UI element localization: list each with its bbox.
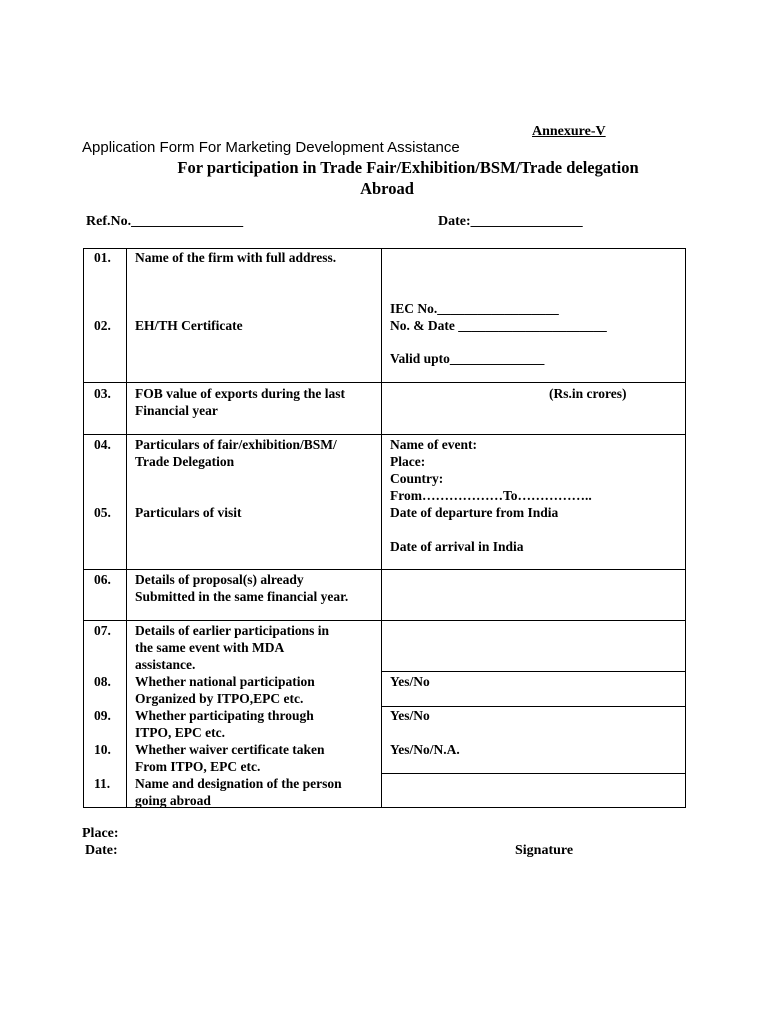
person-going-abroad-input[interactable] [382, 775, 684, 806]
row-divider [381, 671, 686, 672]
row-label: Whether participating through [135, 708, 314, 723]
row-label: Financial year [135, 403, 218, 418]
row-divider [83, 382, 686, 383]
row-label: the same event with MDA [135, 640, 285, 655]
arrival-date-field[interactable]: Date of arrival in India [390, 539, 524, 554]
iec-no-field[interactable]: IEC No.__________________ [390, 301, 559, 316]
date-field[interactable]: Date:________________ [438, 214, 583, 229]
table-border-right [685, 248, 686, 808]
event-country-field[interactable]: Country: [390, 471, 444, 486]
row-label: Organized by ITPO,EPC etc. [135, 691, 304, 706]
row-number: 11. [94, 776, 111, 791]
departure-date-field[interactable]: Date of departure from India [390, 505, 559, 520]
row-divider [381, 773, 686, 774]
table-border-left [83, 248, 84, 808]
earlier-participation-input[interactable] [382, 622, 684, 670]
row-label: Trade Delegation [135, 454, 235, 469]
row-label: Details of earlier participations in [135, 623, 329, 638]
annexure-label: Annexure-V [532, 124, 606, 139]
row-label: assistance. [135, 657, 196, 672]
row-label: Whether national participation [135, 674, 315, 689]
waiver-certificate-choice[interactable]: Yes/No/N.A. [390, 742, 460, 757]
row-number: 01. [94, 250, 111, 265]
form-title-line1: For participation in Trade Fair/Exhibition/BSM/Trade delegation [177, 158, 639, 177]
valid-upto-field[interactable]: Valid upto______________ [390, 351, 545, 366]
fob-value-unit[interactable]: (Rs.in crores) [549, 386, 627, 401]
row-label: Whether waiver certificate taken [135, 742, 325, 757]
event-name-field[interactable]: Name of event: [390, 437, 477, 452]
row-number: 10. [94, 742, 111, 757]
column-divider-1 [126, 248, 127, 808]
form-title-line2: Abroad [360, 179, 414, 198]
row-number: 04. [94, 437, 111, 452]
row-label: Details of proposal(s) already [135, 572, 304, 587]
participating-through-choice[interactable]: Yes/No [390, 708, 430, 723]
form-table [83, 248, 686, 808]
row-label: ITPO, EPC etc. [135, 725, 225, 740]
row-number: 07. [94, 623, 111, 638]
row-number: 09. [94, 708, 111, 723]
form-subtitle: Application Form For Marketing Development Assistance [82, 139, 460, 156]
row-number: 02. [94, 318, 111, 333]
row-label: FOB value of exports during the last [135, 386, 346, 401]
event-place-field[interactable]: Place: [390, 454, 426, 469]
proposals-input[interactable] [382, 571, 684, 619]
event-dates-field[interactable]: From………………To…………….. [390, 488, 592, 503]
row-label: From ITPO, EPC etc. [135, 759, 261, 774]
firm-address-input[interactable] [382, 249, 684, 299]
row-number: 06. [94, 572, 111, 587]
row-divider [83, 569, 686, 570]
row-number: 05. [94, 505, 111, 520]
row-label: Name and designation of the person [135, 776, 342, 791]
place-label: Place: [82, 826, 119, 841]
row-label: Particulars of fair/exhibition/BSM/ [135, 437, 337, 452]
row-label: Name of the firm with full address. [135, 250, 337, 265]
row-divider [83, 434, 686, 435]
row-number: 03. [94, 386, 111, 401]
national-participation-choice[interactable]: Yes/No [390, 674, 430, 689]
column-divider-2 [381, 248, 382, 808]
row-label: EH/TH Certificate [135, 318, 243, 333]
row-number: 08. [94, 674, 111, 689]
signature-label: Signature [515, 843, 574, 858]
row-label: Particulars of visit [135, 505, 242, 520]
row-label: Submitted in the same financial year. [135, 589, 349, 604]
row-divider [83, 620, 686, 621]
iec-date-field[interactable]: No. & Date ______________________ [390, 318, 607, 333]
footer-date-label: Date: [85, 843, 118, 858]
ref-no-field[interactable]: Ref.No.________________ [86, 214, 244, 229]
row-label: going abroad [135, 793, 211, 808]
